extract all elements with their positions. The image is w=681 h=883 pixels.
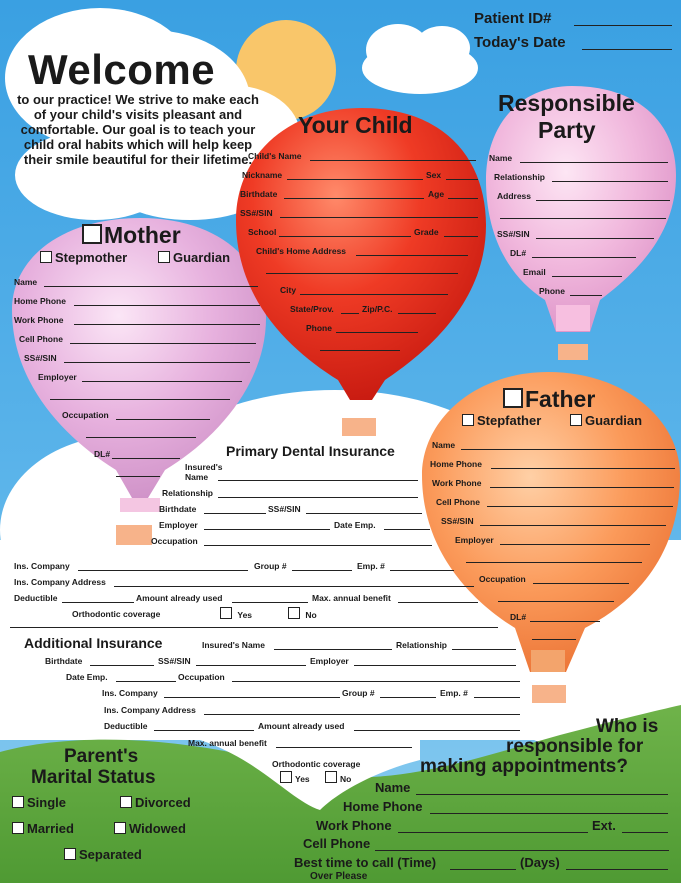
pi-deductible-label: Deductible (14, 593, 58, 603)
ai-birthdate-label: Birthdate (45, 656, 83, 666)
ai-emp-label: Emp. # (440, 688, 468, 698)
appt-title-line3: making appointments? (420, 756, 628, 777)
single-option[interactable] (12, 795, 66, 810)
age-field[interactable] (448, 198, 478, 199)
appt-work-phone-label: Work Phone (316, 818, 392, 833)
father-cell-phone-field[interactable] (487, 506, 673, 507)
mother-home-phone-label: Home Phone (14, 296, 66, 306)
pi-amount-used-field[interactable] (232, 602, 308, 603)
pi-occupation-field[interactable] (204, 545, 432, 546)
appt-ext-label: Ext. (592, 818, 616, 833)
pi-insured-label-line1: Insured's (185, 462, 223, 472)
birthdate-field[interactable] (284, 198, 424, 199)
pi-amount-used-label: Amount already used (136, 593, 223, 603)
appt-name-field[interactable] (416, 794, 668, 795)
appt-home-phone-field[interactable] (430, 813, 668, 814)
mother-dl-label: DL# (94, 449, 111, 459)
pi-deductible-field[interactable] (62, 602, 134, 603)
mother-employer-field-2[interactable] (50, 399, 230, 400)
mother-cell-phone-field[interactable] (70, 343, 256, 344)
father-work-phone-label: Work Phone (432, 478, 482, 488)
separated-label: Separated (79, 847, 142, 862)
ai-emp-field[interactable] (474, 697, 520, 698)
father-home-phone-label: Home Phone (430, 459, 482, 469)
child-address-field-2[interactable] (266, 273, 458, 274)
appt-home-phone-label: Home Phone (343, 799, 423, 814)
father-occupation-field[interactable] (533, 583, 629, 584)
father-name-field[interactable] (461, 449, 675, 450)
state-label: State/Prov. (290, 304, 334, 314)
single-checkbox[interactable] (12, 796, 24, 808)
pi-employer-label: Employer (159, 520, 198, 530)
appt-cell-phone-label: Cell Phone (303, 836, 371, 851)
pi-ssn-label: SS#/SIN (268, 504, 301, 514)
sex-label: Sex (426, 170, 442, 180)
marital-title-line1: Parent's (64, 746, 139, 767)
father-occupation-field-2[interactable] (498, 601, 614, 602)
ai-deductible-field[interactable] (154, 730, 254, 731)
pi-ortho-yes-option[interactable] (220, 607, 252, 620)
ai-ortho-no-checkbox[interactable] (325, 771, 337, 783)
grade-label: Grade (414, 227, 439, 237)
father-guardian-label: Guardian (585, 413, 643, 428)
child-phone-field[interactable] (336, 332, 418, 333)
father-cell-phone-label: Cell Phone (436, 497, 480, 507)
ai-group-label: Group # (342, 688, 375, 698)
sex-field[interactable] (446, 179, 478, 180)
resp-ssn-label: SS#/SIN (497, 229, 530, 239)
welcome-title: Welcome (28, 46, 216, 93)
pi-ins-company-field[interactable] (78, 570, 248, 571)
appt-work-phone-field[interactable] (398, 832, 588, 833)
mother-occupation-field[interactable] (116, 419, 210, 420)
pi-ortho-yes-label: Yes (237, 610, 253, 620)
mother-cell-phone-label: Cell Phone (19, 334, 63, 344)
pi-group-label: Group # (254, 561, 287, 571)
pi-ortho-no-option[interactable] (288, 607, 317, 620)
father-home-phone-field[interactable] (491, 468, 675, 469)
appt-best-time-field[interactable] (450, 869, 516, 870)
pi-date-emp-label: Date Emp. (334, 520, 376, 530)
pi-date-emp-field[interactable] (384, 529, 430, 530)
mother-title: Mother (104, 222, 181, 248)
father-guardian-option[interactable] (570, 413, 642, 428)
pi-employer-field[interactable] (204, 529, 330, 530)
divorced-checkbox[interactable] (120, 796, 132, 808)
ai-ortho-yes-checkbox[interactable] (280, 771, 292, 783)
mother-heading (82, 222, 181, 249)
ai-ortho-label: Orthodontic coverage (272, 759, 361, 769)
pi-insured-name-label (185, 462, 222, 482)
mother-checkbox[interactable] (82, 224, 102, 244)
ai-max-benefit-field[interactable] (276, 747, 412, 748)
insurance-divider (10, 627, 498, 628)
appt-name-label: Name (375, 780, 411, 795)
ai-ortho-yes-option[interactable] (280, 771, 310, 784)
resp-relationship-field[interactable] (552, 181, 668, 182)
ai-employer-field[interactable] (354, 665, 516, 666)
mother-employer-label: Employer (38, 372, 77, 382)
pi-ortho-no-checkbox[interactable] (288, 607, 300, 619)
mother-name-label: Name (14, 277, 38, 287)
ai-employer-label: Employer (310, 656, 349, 666)
responsible-title-line2: Party (538, 117, 596, 143)
ai-ortho-no-option[interactable] (325, 771, 351, 784)
pi-insured-name-field[interactable] (218, 480, 418, 481)
widowed-label: Widowed (129, 821, 186, 836)
appt-best-time-label: Best time to call (Time) (294, 855, 437, 870)
resp-dl-label: DL# (510, 248, 527, 258)
resp-address-field-1[interactable] (536, 200, 670, 201)
mother-ssn-label: SS#/SIN (24, 353, 57, 363)
pi-emp-label: Emp. # (357, 561, 385, 571)
ai-ssn-field[interactable] (196, 665, 306, 666)
child-ssn-label: SS#/SIN (240, 208, 273, 218)
ai-amount-used-field[interactable] (354, 730, 520, 731)
welcome-text: to our practice! We strive to make each of your child's visits pleasant and comfortable. Our goal is to teach your child oral habits which will help keep their smile beautiful for their lifetime. (17, 92, 259, 167)
stepmother-checkbox[interactable] (40, 251, 52, 263)
ai-occupation-label: Occupation (178, 672, 225, 682)
mother-dl-field[interactable] (112, 458, 180, 459)
pi-ortho-label: Orthodontic coverage (72, 609, 161, 619)
pi-emp-field[interactable] (390, 570, 454, 571)
zip-field[interactable] (398, 313, 436, 314)
appt-ext-field[interactable] (622, 832, 668, 833)
grade-field[interactable] (444, 236, 478, 237)
state-field[interactable] (341, 313, 359, 314)
widowed-checkbox[interactable] (114, 822, 126, 834)
resp-ssn-field[interactable] (536, 238, 654, 239)
mother-guardian-label: Guardian (173, 250, 231, 265)
pi-ins-company-address-label: Ins. Company Address (14, 577, 106, 587)
resp-relationship-label: Relationship (494, 172, 546, 182)
resp-name-field[interactable] (520, 162, 668, 163)
ai-birthdate-field[interactable] (90, 665, 154, 666)
father-guardian-checkbox[interactable] (570, 414, 582, 426)
father-heading (503, 386, 595, 413)
father-dl-label: DL# (510, 612, 527, 622)
ai-relationship-field[interactable] (452, 649, 516, 650)
child-phone-field-2[interactable] (320, 350, 400, 351)
child-address-label: Child's Home Address (256, 246, 347, 256)
resp-name-label: Name (489, 153, 513, 163)
divorced-label: Divorced (135, 795, 191, 810)
child-address-field-1[interactable] (356, 255, 468, 256)
mother-guardian-checkbox[interactable] (158, 251, 170, 263)
age-label: Age (428, 189, 445, 199)
mother-employer-field[interactable] (82, 381, 242, 382)
pi-ssn-field[interactable] (306, 513, 422, 514)
marital-title-line2: Marital Status (31, 767, 156, 788)
appt-days-label: (Days) (520, 855, 560, 870)
mother-occupation-label: Occupation (62, 410, 109, 420)
father-employer-field[interactable] (500, 544, 650, 545)
resp-email-label: Email (523, 267, 546, 277)
pi-ins-company-address-field[interactable] (114, 586, 474, 587)
pi-birthdate-field[interactable] (204, 513, 266, 514)
child-name-field[interactable] (310, 160, 476, 161)
nickname-field[interactable] (287, 179, 423, 180)
pi-max-benefit-field[interactable] (398, 602, 478, 603)
child-title: Your Child (298, 112, 413, 138)
resp-email-field[interactable] (552, 276, 622, 277)
ai-date-emp-field[interactable] (116, 681, 176, 682)
birthdate-label: Birthdate (240, 189, 278, 199)
mother-ssn-field[interactable] (64, 362, 250, 363)
married-checkbox[interactable] (12, 822, 24, 834)
todays-date-field[interactable] (582, 49, 672, 50)
stepfather-option[interactable] (462, 413, 541, 428)
father-dl-field[interactable] (530, 621, 600, 622)
father-employer-label: Employer (455, 535, 494, 545)
mother-home-phone-field[interactable] (74, 305, 260, 306)
ai-group-field[interactable] (380, 697, 436, 698)
father-ssn-field[interactable] (480, 525, 666, 526)
father-ssn-label: SS#/SIN (441, 516, 474, 526)
appt-title-line2: responsible for (506, 736, 644, 757)
married-option[interactable] (12, 821, 74, 836)
stepfather-checkbox[interactable] (462, 414, 474, 426)
father-title: Father (525, 386, 596, 412)
appt-cell-phone-field[interactable] (375, 850, 669, 851)
ai-ortho-no-label: No (340, 774, 352, 784)
ai-ssn-label: SS#/SIN (158, 656, 191, 666)
ai-max-benefit-label: Max. annual benefit (188, 738, 267, 748)
ai-deductible-label: Deductible (104, 721, 148, 731)
school-label: School (248, 227, 277, 237)
patient-id-label: Patient ID# (474, 10, 552, 27)
ai-ins-company-address-label: Ins. Company Address (104, 705, 196, 715)
appt-days-field[interactable] (566, 869, 668, 870)
child-ssn-field[interactable] (280, 217, 478, 218)
mother-dl-field-2[interactable] (116, 476, 160, 477)
resp-phone-label: Phone (539, 286, 565, 296)
zip-label: Zip/P.C. (362, 304, 393, 314)
ai-insured-name-field[interactable] (274, 649, 392, 650)
pi-occupation-label: Occupation (151, 536, 198, 546)
pi-ins-company-label: Ins. Company (14, 561, 70, 571)
ai-ortho-yes-label: Yes (295, 774, 310, 784)
father-checkbox[interactable] (503, 388, 523, 408)
widowed-option[interactable] (114, 821, 186, 836)
additional-insurance-title: Additional Insurance (24, 635, 163, 651)
mother-basket (116, 525, 152, 545)
resp-dl-field[interactable] (532, 257, 636, 258)
child-phone-label: Phone (306, 323, 332, 333)
married-label: Married (27, 821, 74, 836)
resp-address-field-2[interactable] (500, 218, 666, 219)
city-label: City (280, 285, 297, 295)
single-label: Single (27, 795, 67, 810)
father-name-label: Name (432, 440, 456, 450)
stepfather-label: Stepfather (477, 413, 542, 428)
mother-guardian-option[interactable] (158, 250, 230, 265)
mother-name-field[interactable] (44, 286, 258, 287)
pi-birthdate-label: Birthdate (159, 504, 197, 514)
primary-insurance-title: Primary Dental Insurance (226, 443, 395, 459)
father-work-phone-field[interactable] (490, 487, 674, 488)
separated-checkbox[interactable] (64, 848, 76, 860)
ai-amount-used-label: Amount already used (258, 721, 345, 731)
ai-ins-company-field[interactable] (164, 697, 340, 698)
divorced-option[interactable] (120, 795, 191, 810)
mother-work-phone-label: Work Phone (14, 315, 64, 325)
pi-relationship-field[interactable] (218, 497, 418, 498)
ai-relationship-label: Relationship (396, 640, 448, 650)
pi-ortho-no-label: No (305, 610, 317, 620)
pi-relationship-label: Relationship (162, 488, 214, 498)
city-field[interactable] (300, 294, 448, 295)
resp-address-label: Address (497, 191, 532, 201)
pi-group-field[interactable] (292, 570, 352, 571)
todays-date-label: Today's Date (474, 34, 566, 51)
ai-date-emp-label: Date Emp. (66, 672, 108, 682)
stepmother-label: Stepmother (55, 250, 128, 265)
ai-ins-company-label: Ins. Company (102, 688, 158, 698)
father-employer-field-2[interactable] (466, 562, 642, 563)
small-cloud (362, 24, 478, 94)
ai-ins-company-address-field[interactable] (204, 714, 520, 715)
child-name-label: Child's Name (248, 151, 302, 161)
separated-option[interactable] (64, 847, 142, 862)
father-dl-field-2[interactable] (532, 639, 576, 640)
resp-phone-field[interactable] (570, 295, 602, 296)
father-occupation-label: Occupation (479, 574, 526, 584)
pi-ortho-yes-checkbox[interactable] (220, 607, 232, 619)
appt-title-line1: Who is (596, 716, 659, 737)
pi-insured-label-line2: Name (185, 472, 209, 482)
over-please-text: Over Please (310, 871, 368, 882)
ai-occupation-field[interactable] (232, 681, 520, 682)
school-field[interactable] (279, 236, 411, 237)
pi-max-benefit-label: Max. annual benefit (312, 593, 391, 603)
ai-insured-name-label: Insured's Name (202, 640, 265, 650)
stepmother-option[interactable] (40, 250, 127, 265)
nickname-label: Nickname (242, 170, 283, 180)
mother-work-phone-field[interactable] (74, 324, 260, 325)
responsible-title-line1: Responsible (498, 90, 635, 116)
mother-occupation-field-2[interactable] (86, 437, 196, 438)
patient-id-field[interactable] (574, 25, 672, 26)
